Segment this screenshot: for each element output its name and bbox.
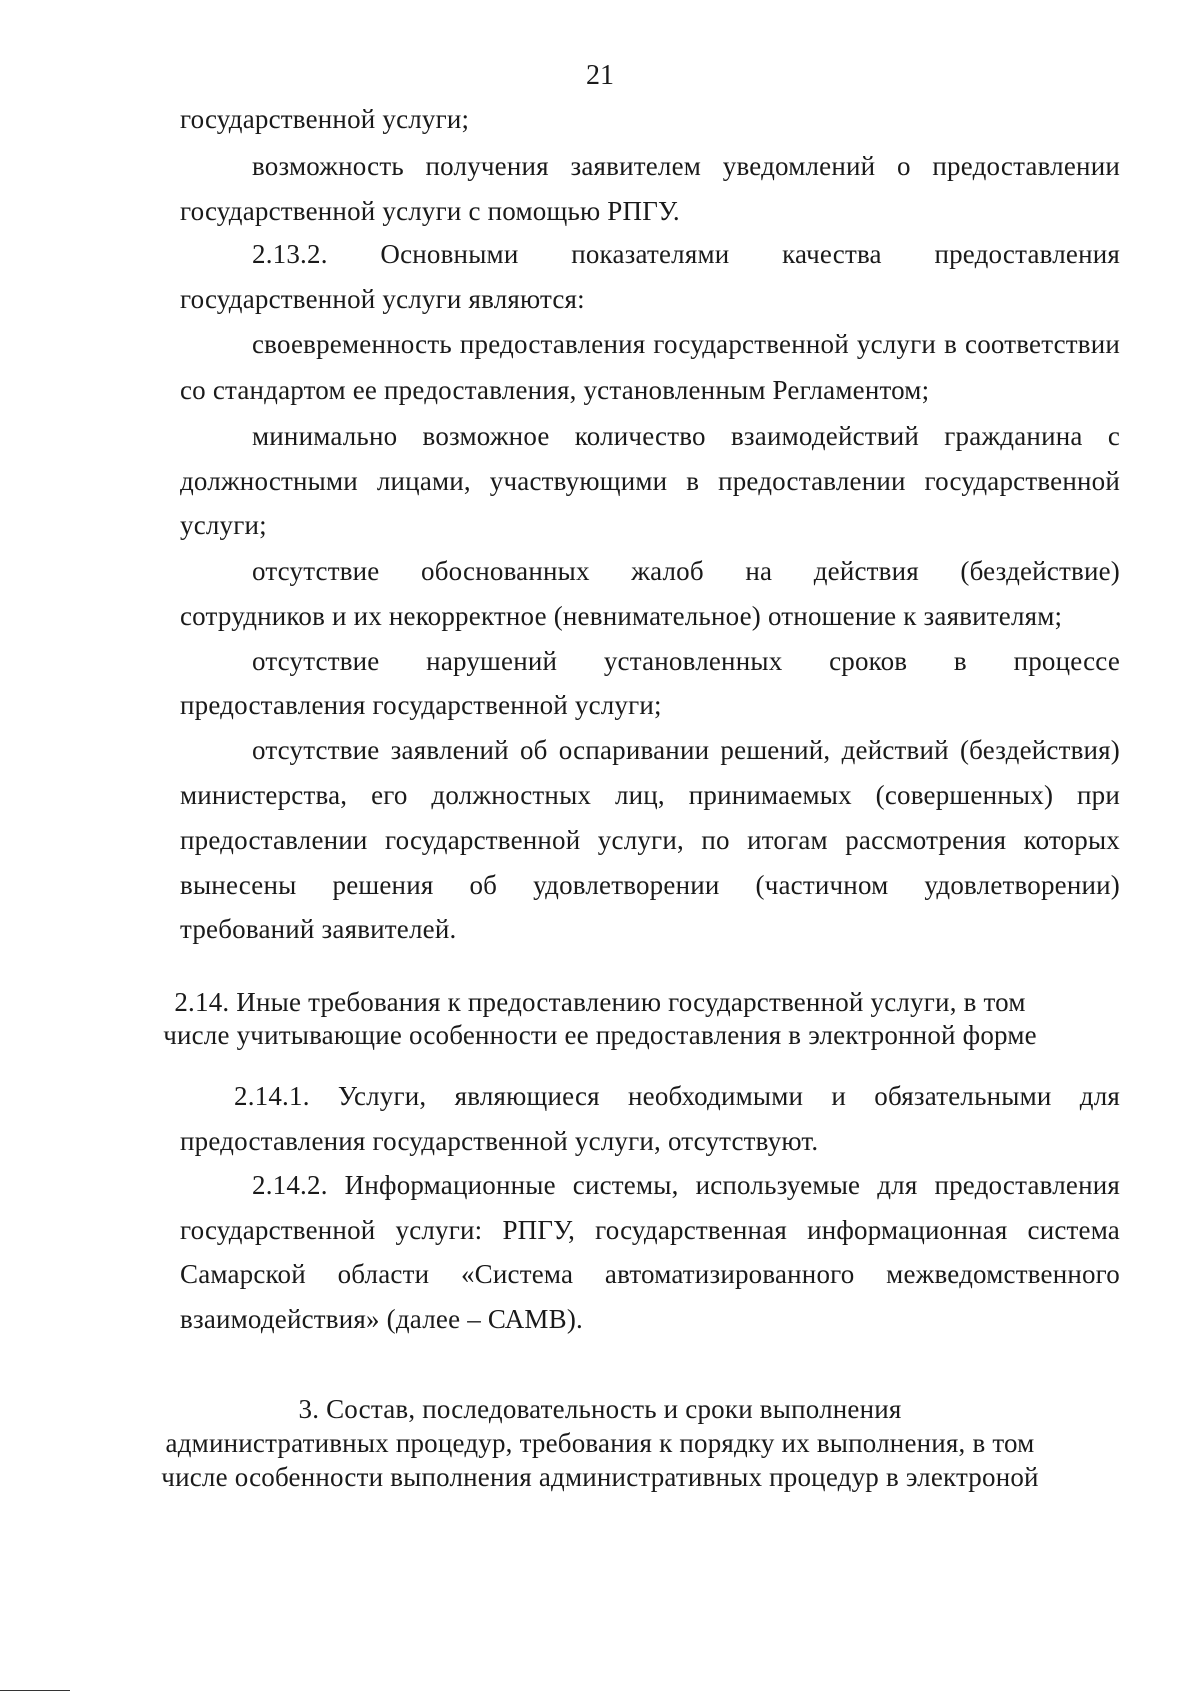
section-heading: 2.14. Иные требования к предоставлению государственной услуги, в том xyxy=(174,987,1026,1017)
text-line: 2.14.2. Информационные системы, используемые для предоставления xyxy=(252,1170,1120,1200)
text-line: 2.14.1. Услуги, являющиеся необходимыми и обязательными для xyxy=(234,1081,1120,1111)
text-line: государственной услуги являются: xyxy=(180,284,585,314)
text-line: предоставлении государственной услуги, по итогам рассмотрения которых xyxy=(180,825,1120,855)
text-line: 2.13.2. Основными показателями качества предоставления xyxy=(252,239,1120,269)
page-number: 21 xyxy=(586,60,614,91)
text-line: сотрудников и их некорректное (невнимательное) отношение к заявителям; xyxy=(180,601,1063,631)
text-line: взаимодействия» (далее – САМВ). xyxy=(180,1304,583,1334)
text-line: государственной услуги; xyxy=(180,104,470,134)
text-line: должностными лицами, участвующими в предоставлении государственной xyxy=(180,466,1120,496)
text-line: министерства, его должностных лиц, принимаемых (совершенных) при xyxy=(180,780,1120,810)
section-heading: числе особенности выполнения административных процедур в электроной xyxy=(161,1462,1039,1492)
text-line: предоставления государственной услуги; xyxy=(180,690,662,720)
section-heading: числе учитывающие особенности ее предоставления в электронной форме xyxy=(163,1020,1037,1050)
text-line: услуги; xyxy=(180,510,267,540)
text-line: отсутствие заявлений об оспаривании решений, действий (бездействия) xyxy=(252,735,1120,765)
text-line: предоставления государственной услуги, отсутствуют. xyxy=(180,1126,819,1156)
section-heading: административных процедур, требования к порядку их выполнения, в том xyxy=(165,1428,1035,1458)
text-line: Самарской области «Система автоматизированного межведомственного xyxy=(180,1259,1120,1289)
text-line: своевременность предоставления государственной услуги в соответствии xyxy=(252,329,1120,359)
text-line: отсутствие обоснованных жалоб на действия (бездействие) xyxy=(252,556,1120,586)
text-line: отсутствие нарушений установленных сроков в процессе xyxy=(252,646,1120,676)
text-line: государственной услуги: РПГУ, государственная информационная система xyxy=(180,1215,1120,1245)
text-line: государственной услуги с помощью РПГУ. xyxy=(180,196,680,226)
text-line: со стандартом ее предоставления, установленным Регламентом; xyxy=(180,375,930,405)
text-line: возможность получения заявителем уведомлений о предоставлении xyxy=(252,151,1120,181)
text-line: вынесены решения об удовлетворении (частичном удовлетворении) xyxy=(180,870,1120,900)
text-line: минимально возможное количество взаимодействий гражданина с xyxy=(252,421,1120,451)
footnote-rule xyxy=(0,1690,70,1691)
text-line: требований заявителей. xyxy=(180,914,457,944)
section-heading: 3. Состав, последовательность и сроки выполнения xyxy=(298,1394,902,1424)
